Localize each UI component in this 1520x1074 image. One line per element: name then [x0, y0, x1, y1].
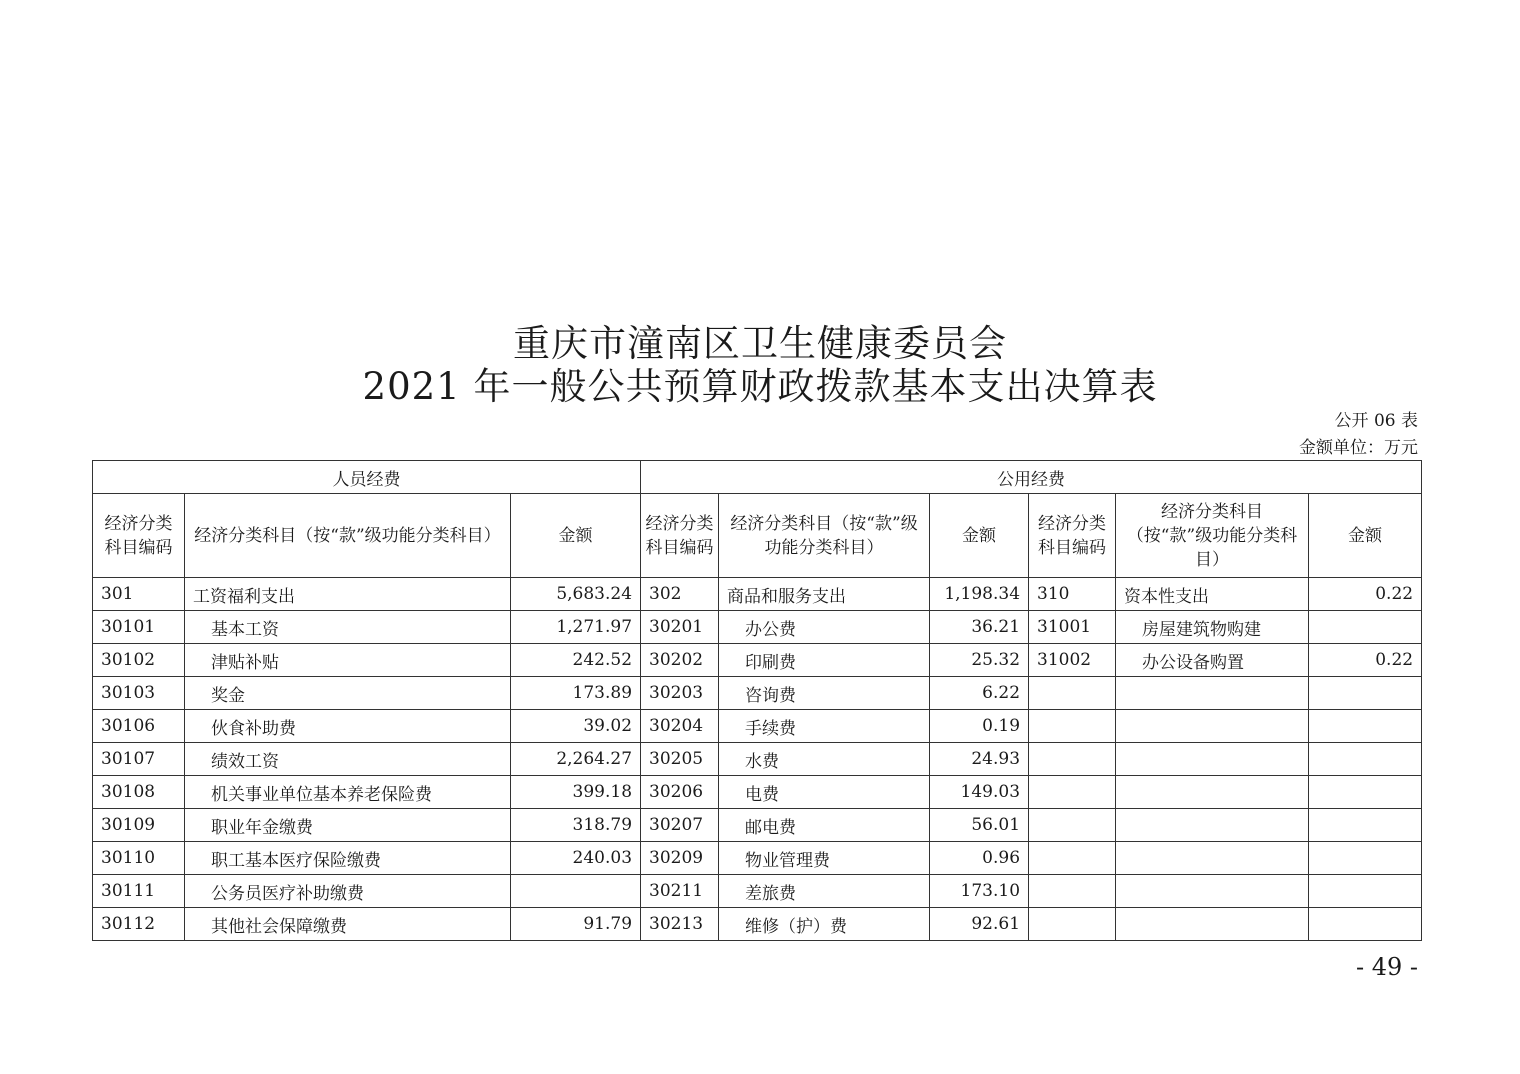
capital-amount-cell — [1309, 809, 1422, 842]
title-line-1: 重庆市潼南区卫生健康委员会 — [513, 322, 1007, 365]
goods-subject-cell: 维修（护）费 — [719, 908, 930, 941]
capital-amount-cell — [1309, 842, 1422, 875]
title-line-2: 2021 年一般公共预算财政拨款基本支出决算表 — [362, 365, 1158, 408]
goods-amount-cell: 36.21 — [930, 611, 1029, 644]
capital-code-cell — [1029, 710, 1116, 743]
capital-amount-cell — [1309, 743, 1422, 776]
personnel-amount-cell: 5,683.24 — [511, 578, 641, 611]
table-row — [93, 578, 1422, 611]
table-row — [93, 743, 1422, 776]
goods-subject-cell: 邮电费 — [719, 809, 930, 842]
capital-subject-cell — [1116, 809, 1309, 842]
personnel-amount-cell: 318.79 — [511, 809, 641, 842]
column-header-amount: 金额 — [1309, 494, 1422, 578]
personnel-code-cell: 30107 — [93, 743, 185, 776]
column-header-code: 经济分类科目编码 — [93, 494, 185, 578]
column-header-amount: 金额 — [511, 494, 641, 578]
column-header-subject: 经济分类科目（按“款”级功能分类科目） — [719, 494, 930, 578]
goods-subject-cell: 电费 — [719, 776, 930, 809]
personnel-subject-cell: 机关事业单位基本养老保险费 — [185, 776, 511, 809]
goods-subject-cell: 手续费 — [719, 710, 930, 743]
capital-amount-cell — [1309, 776, 1422, 809]
goods-subject-cell: 咨询费 — [719, 677, 930, 710]
table-row — [93, 842, 1422, 875]
goods-code-cell: 30211 — [641, 875, 719, 908]
capital-code-cell: 310 — [1029, 578, 1116, 611]
goods-amount-cell: 25.32 — [930, 644, 1029, 677]
personnel-subject-cell: 公务员医疗补助缴费 — [185, 875, 511, 908]
budget-table — [92, 460, 1422, 941]
personnel-code-cell: 30108 — [93, 776, 185, 809]
personnel-code-cell: 30112 — [93, 908, 185, 941]
table-row — [93, 710, 1422, 743]
personnel-code-cell: 30102 — [93, 644, 185, 677]
capital-code-cell — [1029, 809, 1116, 842]
personnel-amount-cell: 242.52 — [511, 644, 641, 677]
capital-subject-cell: 办公设备购置 — [1116, 644, 1309, 677]
goods-amount-cell: 24.93 — [930, 743, 1029, 776]
personnel-amount-cell: 2,264.27 — [511, 743, 641, 776]
table-row — [93, 875, 1422, 908]
goods-code-cell: 302 — [641, 578, 719, 611]
personnel-amount-cell: 399.18 — [511, 776, 641, 809]
goods-code-cell: 30213 — [641, 908, 719, 941]
goods-code-cell: 30201 — [641, 611, 719, 644]
table-row — [93, 677, 1422, 710]
goods-subject-cell: 物业管理费 — [719, 842, 930, 875]
capital-code-cell: 31002 — [1029, 644, 1116, 677]
capital-code-cell — [1029, 908, 1116, 941]
goods-code-cell: 30204 — [641, 710, 719, 743]
goods-code-cell: 30207 — [641, 809, 719, 842]
goods-amount-cell: 173.10 — [930, 875, 1029, 908]
capital-amount-cell: 0.22 — [1309, 578, 1422, 611]
personnel-amount-cell: 240.03 — [511, 842, 641, 875]
personnel-subject-cell: 职业年金缴费 — [185, 809, 511, 842]
capital-code-cell — [1029, 842, 1116, 875]
capital-subject-cell — [1116, 842, 1309, 875]
goods-amount-cell: 92.61 — [930, 908, 1029, 941]
table-row — [93, 776, 1422, 809]
goods-amount-cell: 149.03 — [930, 776, 1029, 809]
personnel-code-cell: 30106 — [93, 710, 185, 743]
capital-code-cell: 31001 — [1029, 611, 1116, 644]
goods-amount-cell: 0.19 — [930, 710, 1029, 743]
personnel-amount-cell — [511, 875, 641, 908]
amount-unit: 金额单位：万元 — [1299, 438, 1418, 458]
goods-code-cell: 30209 — [641, 842, 719, 875]
capital-subject-cell: 资本性支出 — [1116, 578, 1309, 611]
goods-amount-cell: 0.96 — [930, 842, 1029, 875]
capital-code-cell — [1029, 677, 1116, 710]
goods-code-cell: 30203 — [641, 677, 719, 710]
personnel-amount-cell: 91.79 — [511, 908, 641, 941]
column-header-subject: 经济分类科目（按“款”级功能分类科目） — [1116, 494, 1309, 578]
capital-amount-cell — [1309, 710, 1422, 743]
goods-code-cell: 30205 — [641, 743, 719, 776]
personnel-amount-cell: 173.89 — [511, 677, 641, 710]
group-header-personnel: 人员经费 — [93, 461, 641, 494]
goods-amount-cell: 1,198.34 — [930, 578, 1029, 611]
capital-amount-cell: 0.22 — [1309, 644, 1422, 677]
document-title — [0, 322, 1520, 408]
personnel-code-cell: 30110 — [93, 842, 185, 875]
personnel-code-cell: 301 — [93, 578, 185, 611]
table-row — [93, 611, 1422, 644]
goods-subject-cell: 商品和服务支出 — [719, 578, 930, 611]
personnel-code-cell: 30103 — [93, 677, 185, 710]
form-code: 公开 06 表 — [1334, 411, 1418, 431]
column-header-amount: 金额 — [930, 494, 1029, 578]
column-header-subject: 经济分类科目（按“款”级功能分类科目） — [185, 494, 511, 578]
capital-amount-cell — [1309, 611, 1422, 644]
column-header-code: 经济分类科目编码 — [1029, 494, 1116, 578]
capital-subject-cell — [1116, 908, 1309, 941]
personnel-subject-cell: 伙食补助费 — [185, 710, 511, 743]
personnel-amount-cell: 39.02 — [511, 710, 641, 743]
goods-code-cell: 30206 — [641, 776, 719, 809]
capital-code-cell — [1029, 743, 1116, 776]
goods-subject-cell: 办公费 — [719, 611, 930, 644]
capital-subject-cell — [1116, 875, 1309, 908]
table-body — [93, 578, 1422, 941]
capital-amount-cell — [1309, 677, 1422, 710]
personnel-subject-cell: 津贴补贴 — [185, 644, 511, 677]
personnel-subject-cell: 绩效工资 — [185, 743, 511, 776]
personnel-code-cell: 30101 — [93, 611, 185, 644]
personnel-code-cell: 30109 — [93, 809, 185, 842]
personnel-amount-cell: 1,271.97 — [511, 611, 641, 644]
goods-amount-cell: 56.01 — [930, 809, 1029, 842]
page-number: - 49 - — [1355, 953, 1418, 981]
table-row — [93, 644, 1422, 677]
personnel-subject-cell: 工资福利支出 — [185, 578, 511, 611]
goods-amount-cell: 6.22 — [930, 677, 1029, 710]
capital-subject-cell — [1116, 677, 1309, 710]
personnel-subject-cell: 奖金 — [185, 677, 511, 710]
personnel-code-cell: 30111 — [93, 875, 185, 908]
goods-code-cell: 30202 — [641, 644, 719, 677]
group-header-public: 公用经费 — [641, 461, 1422, 494]
personnel-subject-cell: 职工基本医疗保险缴费 — [185, 842, 511, 875]
goods-subject-cell: 印刷费 — [719, 644, 930, 677]
capital-subject-cell — [1116, 776, 1309, 809]
capital-subject-cell — [1116, 743, 1309, 776]
capital-code-cell — [1029, 776, 1116, 809]
capital-code-cell — [1029, 875, 1116, 908]
table-row — [93, 908, 1422, 941]
personnel-subject-cell: 基本工资 — [185, 611, 511, 644]
capital-amount-cell — [1309, 875, 1422, 908]
personnel-subject-cell: 其他社会保障缴费 — [185, 908, 511, 941]
goods-subject-cell: 差旅费 — [719, 875, 930, 908]
capital-amount-cell — [1309, 908, 1422, 941]
capital-subject-cell: 房屋建筑物购建 — [1116, 611, 1309, 644]
goods-subject-cell: 水费 — [719, 743, 930, 776]
column-header-code: 经济分类科目编码 — [641, 494, 719, 578]
table-row — [93, 809, 1422, 842]
capital-subject-cell — [1116, 710, 1309, 743]
